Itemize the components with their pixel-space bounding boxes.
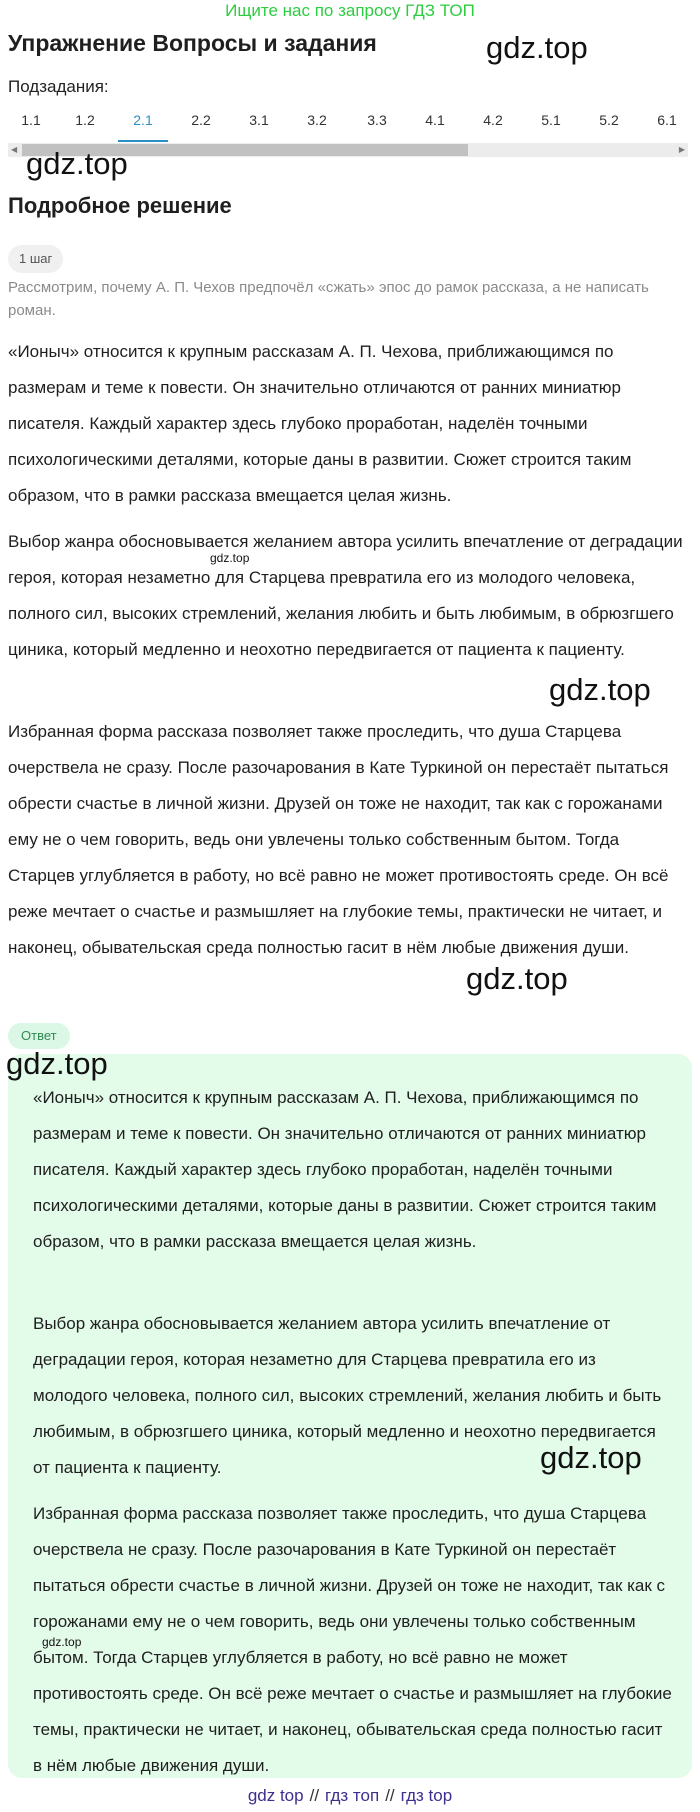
watermark: gdz.top — [466, 961, 568, 996]
tab-4-2[interactable]: 4.2 — [483, 112, 503, 128]
tab-3-1[interactable]: 3.1 — [249, 112, 269, 128]
subtasks-label: Подзадания: — [8, 77, 109, 96]
footer-link-gdz-top-ru[interactable]: гдз топ — [325, 1786, 380, 1805]
tab-5-1[interactable]: 5.1 — [541, 112, 561, 128]
watermark-small: gdz.top — [42, 1635, 82, 1649]
footer-separator: // — [309, 1786, 320, 1805]
search-hint-banner: Ищите нас по запросу ГДЗ ТОП — [225, 1, 475, 20]
page-title: Упражнение Вопросы и задания — [8, 30, 377, 56]
solution-paragraph: «Ионыч» относится к крупным рассказам А. П. Чехова, приближающимся по размерам и теме к повести. Он значительно отличаются от ранних миниатюр писателя. Каждый характер здесь глубоко проработан, наделён точными психологическими деталями, которые даны в развитии. Сюжет строится таким образом, что в рамки рассказа вмещается целая жизнь. — [8, 342, 632, 505]
watermark-small: gdz.top — [210, 551, 250, 565]
answer-badge: Ответ — [8, 1023, 70, 1049]
watermark: gdz.top — [486, 30, 588, 65]
step-badge: 1 шаг — [8, 245, 63, 273]
tab-5-2[interactable]: 5.2 — [599, 112, 619, 128]
footer-links — [0, 1784, 700, 1808]
tab-2-1[interactable]: 2.1 — [118, 106, 168, 142]
footer-link-gdz-top[interactable]: gdz top — [247, 1786, 304, 1805]
solution-title: Подробное решение — [8, 193, 232, 218]
solution-paragraph: Избранная форма рассказа позволяет также проследить, что душа Старцева очерствела не сразу. После разочарования в Кате Туркиной он перестаёт пытаться обрести счастье в личной жизни. Друзей он тоже не находит, так как с горожанами ему не о чем говорить, ведь они увлечены только собственным бытом. Тогда Старцев углубляется в работу, но всё равно не может противостоять среде. Он всё реже мечтает о счастье и размышляет на глубокие темы, практически не читает, и наконец, обывательская среда полностью гасит в нём любые движения души. — [8, 722, 669, 957]
subtask-tabs — [0, 106, 700, 142]
watermark: gdz.top — [6, 1046, 108, 1081]
watermark: gdz.top — [26, 146, 128, 181]
tab-3-2[interactable]: 3.2 — [307, 112, 327, 128]
watermark: gdz.top — [540, 1440, 642, 1475]
footer-separator: // — [385, 1786, 395, 1805]
tab-1-1[interactable]: 1.1 — [21, 112, 41, 128]
scroll-right-icon[interactable]: ▶ — [678, 145, 685, 154]
watermark: gdz.top — [549, 672, 651, 707]
answer-paragraph: «Ионыч» относится к крупным рассказам А. П. Чехова, приближающимся по размерам и теме к повести. Он значительно отличаются от ранних миниатюр писателя. Каждый характер здесь глубоко проработан, наделён точными психологическими деталями, которые даны в развитии. Сюжет строится таким образом, что в рамки рассказа вмещается целая жизнь. — [33, 1088, 657, 1251]
tab-1-2[interactable]: 1.2 — [75, 112, 95, 128]
tab-2-2[interactable]: 2.2 — [191, 112, 211, 128]
footer-link-gdz-top-mixed[interactable]: гдз top — [400, 1786, 453, 1805]
scroll-left-icon[interactable]: ◀ — [11, 145, 18, 154]
tab-6-1[interactable]: 6.1 — [657, 112, 677, 128]
answer-paragraph: Избранная форма рассказа позволяет также проследить, что душа Старцева очерствела не сразу. После разочарования в Кате Туркиной он перестаёт пытаться обрести счастье в личной жизни. Друзей он тоже не находит, так как с горожанами ему не о чем говорить, ведь они увлечены только собственным бытом. Тогда Старцев углубляется в работу, но всё равно не может противостоять среде. Он всё реже мечтает о счастье и размышляет на глубокие темы, практически не читает, и наконец, обывательская среда полностью гасит в нём любые движения души. — [33, 1504, 672, 1775]
solution-paragraph: Выбор жанра обосновывается желанием автора усилить впечатление от деградации героя, которая незаметно для Старцева превратила его из молодого человека, полного сил, высоких стремлений, желания любить и быть любимым, в обрюзгшего циника, который медленно и неохотно передвигается от пациента к пациенту. — [8, 532, 683, 659]
tab-3-3[interactable]: 3.3 — [367, 112, 387, 128]
answer-paragraph: Выбор жанра обосновывается желанием автора усилить впечатление от деградации героя, которая незаметно для Старцева превратила его из молодого человека, полного сил, высоких стремлений, желания любить и быть любимым, в обрюзгшего циника, который медленно и неохотно передвигается от пациента к пациенту. — [33, 1314, 662, 1477]
step-note: Рассмотрим, почему А. П. Чехов предпочёл «сжать» эпос до рамок рассказа, а не написать роман. — [8, 279, 649, 319]
tab-4-1[interactable]: 4.1 — [425, 112, 445, 128]
